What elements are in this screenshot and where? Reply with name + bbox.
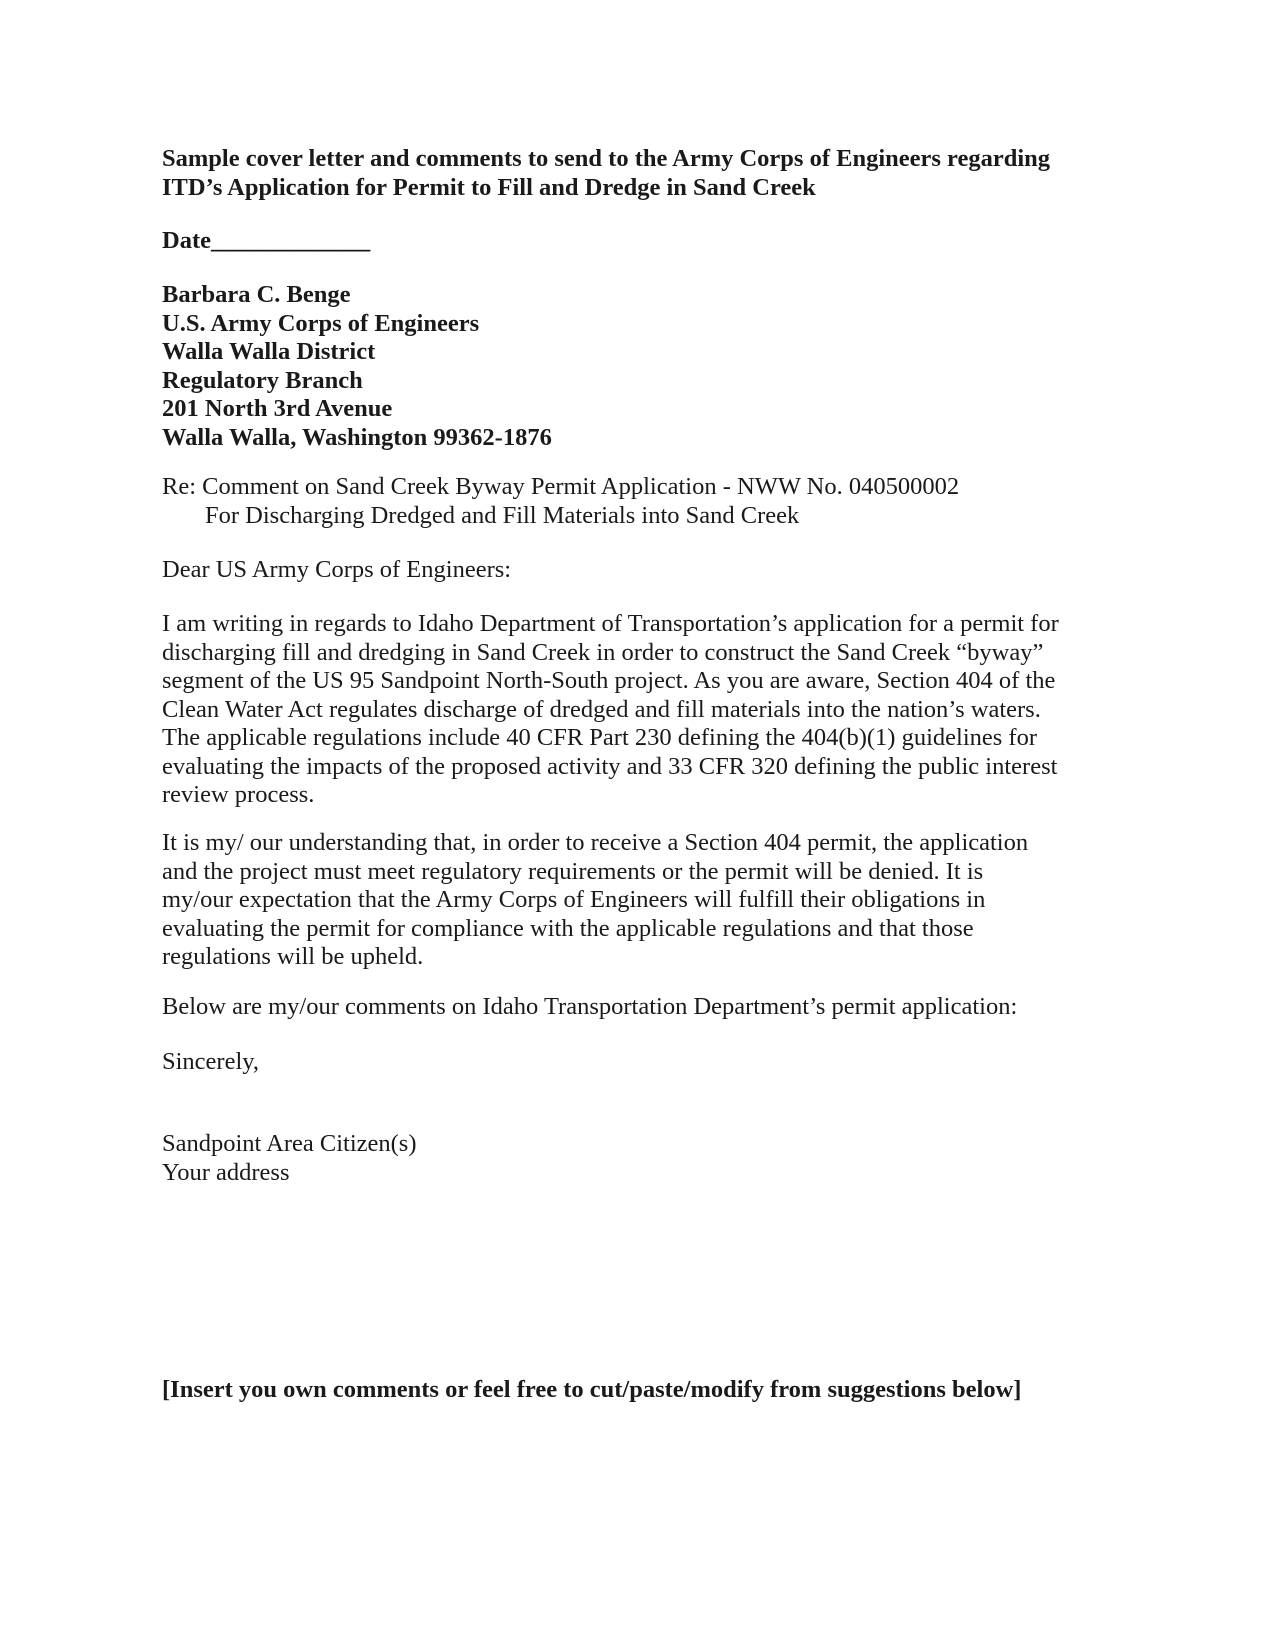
signature-name: Sandpoint Area Citizen(s): [162, 1130, 417, 1157]
recipient-city: Walla Walla, Washington 99362-1876: [162, 423, 552, 451]
subject-line-2: For Discharging Dredged and Fill Materials into Sand Creek: [205, 501, 800, 529]
recipient-name: Barbara C. Benge: [162, 281, 351, 308]
signature-block: [162, 1130, 1102, 1187]
subject-line-1: Re: Comment on Sand Creek Byway Permit Application - NWW No. 040500002: [162, 473, 960, 500]
signature-address: Your address: [162, 1158, 290, 1186]
body-paragraph-2: [162, 829, 1102, 972]
recipient-address: [162, 281, 1102, 452]
recipient-branch: Regulatory Branch: [162, 366, 363, 394]
closing: [162, 1048, 1102, 1077]
paragraph-line: The applicable regulations include 40 CFR Part 230 defining the 404(b)(1) guidelines for: [162, 724, 1037, 751]
instruction-note: [162, 1376, 1102, 1405]
instruction-text: [Insert you own comments or feel free to cut/paste/modify from suggestions below]: [162, 1376, 1022, 1403]
recipient-street: 201 North 3rd Avenue: [162, 395, 393, 422]
salutation-text: Dear US Army Corps of Engineers:: [162, 556, 512, 583]
paragraph-line: I am writing in regards to Idaho Department of Transportation’s application for a permit for: [162, 610, 1059, 637]
paragraph-line: review process.: [162, 781, 315, 808]
body-paragraph-3: [162, 993, 1102, 1022]
recipient-district: Walla Walla District: [162, 338, 376, 365]
heading-line-2: ITD’s Application for Permit to Fill and Dredge in Sand Creek: [162, 173, 816, 201]
paragraph-line: Clean Water Act regulates discharge of dredged and fill materials into the nation’s waters.: [162, 695, 1041, 723]
date-field: [162, 227, 1102, 256]
paragraph-line: and the project must meet regulatory requirements or the permit will be denied. It is: [162, 857, 984, 885]
body-paragraph-1: [162, 610, 1102, 810]
subject-line: [162, 473, 1102, 530]
document-heading: [162, 145, 1102, 202]
paragraph-line: It is my/ our understanding that, in order to receive a Section 404 permit, the application: [162, 829, 1029, 856]
date-label: Date_____________: [162, 227, 371, 254]
heading-line-1: Sample cover letter and comments to send to the Army Corps of Engineers regarding: [162, 145, 1051, 172]
paragraph-line: my/our expectation that the Army Corps of Engineers will fulfill their obligations in: [162, 886, 986, 913]
paragraph-line: segment of the US 95 Sandpoint North-South project. As you are aware, Section 404 of the: [162, 667, 1056, 694]
paragraph-line: regulations will be upheld.: [162, 943, 424, 970]
paragraph-line: Below are my/our comments on Idaho Transportation Department’s permit application:: [162, 993, 1018, 1020]
paragraph-line: evaluating the impacts of the proposed activity and 33 CFR 320 defining the public interest: [162, 752, 1058, 780]
salutation: [162, 556, 1102, 585]
paragraph-line: discharging fill and dredging in Sand Creek in order to construct the Sand Creek “byway”: [162, 638, 1044, 666]
closing-text: Sincerely,: [162, 1048, 260, 1075]
recipient-organization: U.S. Army Corps of Engineers: [162, 309, 480, 337]
paragraph-line: evaluating the permit for compliance with the applicable regulations and that those: [162, 914, 974, 942]
